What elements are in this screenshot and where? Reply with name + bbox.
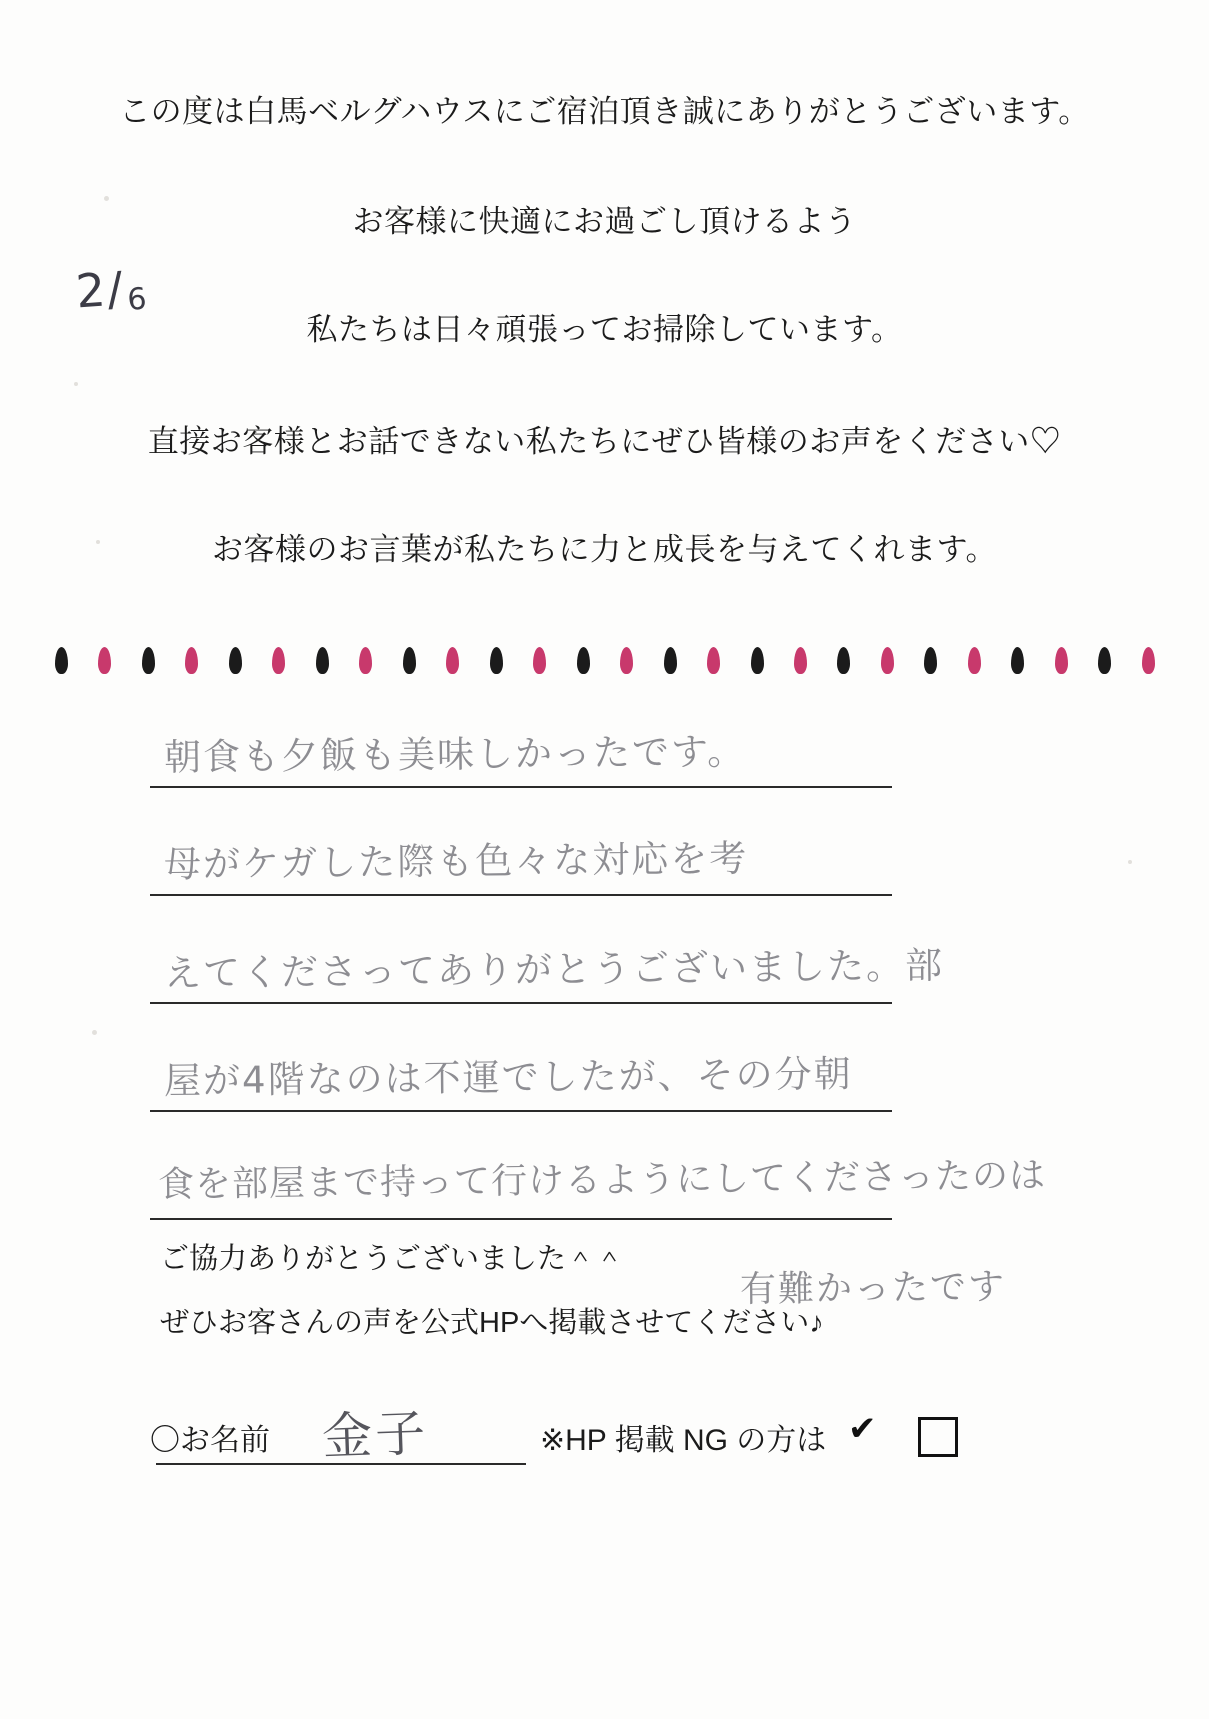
divider-dash	[142, 647, 155, 674]
intro-line-2: お客様に快適にお過ごし頂けるよう	[352, 204, 857, 239]
divider-dash	[1011, 647, 1024, 674]
divider-dash	[316, 647, 329, 674]
divider-dash	[229, 647, 242, 674]
divider-dash	[403, 647, 416, 674]
check-icon: ✔	[848, 1410, 877, 1448]
hp-ng-label: ※HP 掲載 NG の方は	[540, 1424, 827, 1457]
divider-dash	[185, 647, 198, 674]
divider-dash	[837, 647, 850, 674]
divider-dash	[707, 647, 720, 674]
divider-dash	[751, 647, 764, 674]
handwritten-date-stamp	[74, 260, 150, 322]
name-label: 〇お名前	[150, 1424, 270, 1457]
divider-dash	[968, 647, 981, 674]
date-main: 2/	[74, 261, 127, 319]
divider-dash	[1055, 647, 1068, 674]
intro-line-3: 私たちは日々頑張ってお掃除しています。	[306, 312, 903, 347]
rule-line	[150, 1218, 892, 1220]
divider-dash	[1098, 647, 1111, 674]
handwritten-line-2: 母がケガした際も色々な対応を考	[163, 836, 749, 887]
divider-dash	[881, 647, 894, 674]
divider-dash	[577, 647, 590, 674]
rule-line	[150, 786, 892, 788]
divider-dash	[533, 647, 546, 674]
divider-dash	[272, 647, 285, 674]
handwritten-line-4: 屋が4階なのは不運でしたが、その分朝	[163, 1052, 853, 1103]
handwritten-line-1: 朝食も夕飯も美味しかったです。	[163, 729, 747, 780]
hp-ng-checkbox[interactable]	[918, 1417, 958, 1457]
intro-line-5: お客様のお言葉が私たちに力と成長を与えてくれます。	[211, 532, 998, 567]
scan-speckle	[74, 382, 78, 386]
decorative-dash-divider	[55, 643, 1155, 677]
rule-line	[150, 1002, 892, 1004]
date-small: 6	[126, 281, 150, 318]
handwritten-name: 金子	[321, 1404, 430, 1466]
divider-dash	[359, 647, 372, 674]
handwritten-line-5: 食を部屋まで持って行けるようにしてくださったのは	[157, 1155, 1047, 1206]
divider-dash	[1142, 647, 1155, 674]
scan-speckle	[92, 1030, 97, 1035]
divider-dash	[55, 647, 68, 674]
divider-dash	[664, 647, 677, 674]
signature-row	[150, 1405, 1050, 1475]
handwritten-line-3: えてくださってありがとうございました。部	[163, 943, 945, 996]
footer-thanks-line: ご協力ありがとうございました＾＾	[160, 1243, 625, 1275]
intro-line-1: この度は白馬ベルグハウスにご宿泊頂き誠にありがとうございます。	[119, 94, 1090, 129]
rule-line	[150, 1110, 892, 1112]
rule-line	[150, 894, 892, 896]
divider-dash	[794, 647, 807, 674]
divider-dash	[620, 647, 633, 674]
divider-dash	[446, 647, 459, 674]
divider-dash	[98, 647, 111, 674]
divider-dash	[924, 647, 937, 674]
divider-dash	[490, 647, 503, 674]
footer-request-line: ぜひお客さんの声を公式HPへ掲載させてください♪	[160, 1307, 824, 1339]
scan-speckle	[1128, 860, 1132, 864]
handwritten-line-6: 有難かったです	[739, 1266, 1007, 1311]
intro-line-4: 直接お客様とお話できない私たちにぜひ皆様のお声をください♡	[147, 424, 1062, 459]
